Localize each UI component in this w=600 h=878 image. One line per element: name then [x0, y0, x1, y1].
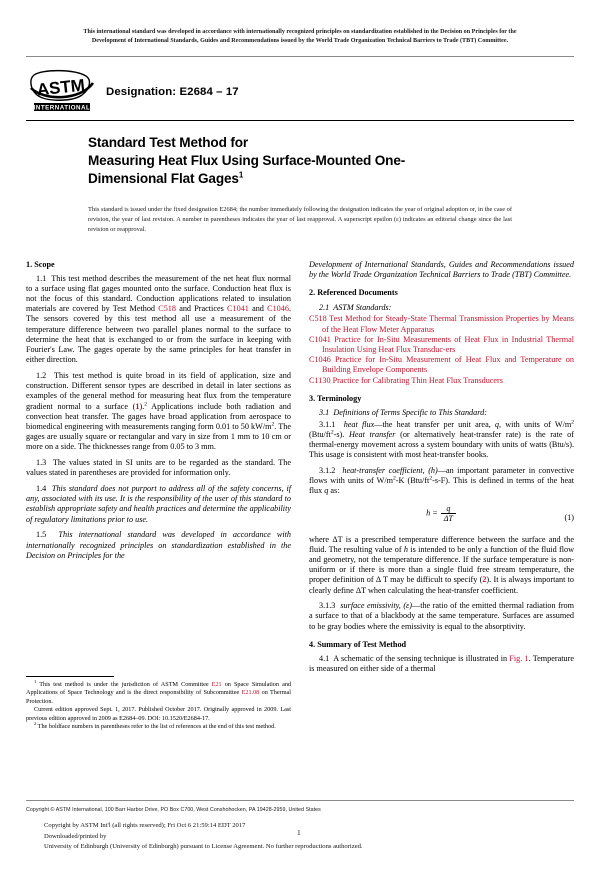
ref-item-c1041[interactable]: C1041 Practice for In-Situ Measurements of Heat Flux in Industrial Thermal Insulation Using Heat Flux Transduc-ers [309, 334, 574, 354]
para-text: . The gages are usually square or rectangular and vary in size from 1 mm to 10 cm or more on a side. The thicknesses range from 0.05 to 3 mm. [26, 422, 291, 452]
section-heading-terminology: 3. Terminology [309, 393, 362, 403]
link-ref-1[interactable]: 1 [135, 401, 140, 411]
para-text: A schematic of the sensing technique is illustrated in [333, 653, 510, 663]
unit-exponent: 2 [429, 475, 433, 482]
para-text: and Practices [175, 304, 228, 314]
para-text: -K (Btu/ft [395, 476, 430, 486]
para-text: and [248, 304, 268, 314]
link-ref-2[interactable]: 2 [482, 575, 487, 585]
tbt-note-line-2: Development of International Standards, Guides and Recommendations issued by the World Trade Organization Technical Barriers to Trade (TBT) Committee. [91, 38, 509, 45]
para-text: as: [328, 486, 340, 496]
stamp-line-2: Downloaded/printed by [44, 832, 107, 840]
footer-divider [26, 800, 574, 801]
para-text: ). It is always important to clearly define ΔT when calculating the heat-transfer coefficient. [309, 575, 574, 595]
body-columns [26, 260, 574, 674]
paragraph-equation-explanation [309, 535, 574, 596]
designation-divider [26, 120, 574, 121]
title-line-2: Measuring Heat Flux Using Surface-Mounted One- [88, 152, 406, 168]
footnote-text: on Thermal Protection. [26, 689, 291, 705]
para-number: 3.1.1 [319, 419, 336, 429]
term-heat-transfer-coefficient: heat-transfer coefficient, (h) [342, 465, 438, 475]
para-number: 1.5 [36, 530, 47, 540]
para-number: 4.1 [319, 653, 330, 663]
para-text: -s). [333, 429, 349, 439]
designation-row [28, 66, 600, 118]
page-title [88, 134, 520, 189]
term-heat-flux: heat flux [343, 419, 375, 429]
subhead-text: Definitions of Terms Specific to This Standard: [333, 408, 487, 418]
download-stamp [44, 821, 544, 853]
para-text: This test method describes the measurement of the net heat flux normal to a surface using flat gages mounted onto the surface. Conduction heat flux is not the focus of this standard. Conduction applications related to insulation materials are covered by Test Method [26, 273, 291, 314]
footnote-text: This test method is under the jurisdiction of ASTM Committee [39, 681, 212, 688]
footnotes [26, 676, 291, 732]
section-heading-summary: 4. Summary of Test Method [309, 639, 407, 649]
title-block [88, 134, 520, 189]
equation-equals: = [432, 507, 438, 517]
issue-note: This standard is issued under the fixed designation E2684; the number immediately following the designation indicates the year of original adoption or, in the case of revision, the year of last revision. A number in parentheses indicates the year of last reapproval. A superscript epsilon (ε) indicates an editorial change since the last revision or reapproval. [88, 206, 512, 233]
footnote-text: on Space Simulation and Applications of Space Technology and is the direct responsibility of Subcommittee [26, 681, 292, 697]
paragraph-1-4 [26, 484, 291, 525]
unit-exponent: 2 [330, 429, 334, 436]
document-page [0, 28, 600, 878]
para-text: —the ratio of the emitted thermal radiation from a surface to that of a blackbody at the same temperature. Surfaces are assumed to be gray bodies where the emissivity is equal to the absorptivity. [309, 601, 575, 631]
section-heading-referenced-documents: 2. Referenced Documents [309, 288, 398, 298]
ref-item-c1046[interactable]: C1046 Practice for In-Situ Measurement of Heat Flux and Temperature on Building Envelope Components [309, 355, 574, 375]
designation-text: Designation: E2684 – 17 [106, 85, 239, 98]
subhead-text: ASTM Standards: [333, 303, 392, 313]
footnote-2 [26, 723, 291, 731]
subheading-astm-standards [309, 303, 574, 313]
title-line-3: Dimensional Flat Gages [88, 170, 239, 186]
paragraph-1-1 [26, 274, 291, 366]
link-c518[interactable]: C518 [158, 304, 176, 314]
stamp-line-1: Copyright by ASTM Int'l (all rights reserved); Fri Oct 6 21:59:14 EDT 2017 [44, 822, 246, 829]
paragraph-3-1-2 [309, 466, 574, 497]
referenced-documents-list [309, 314, 574, 385]
paragraph-1-5 [26, 530, 291, 561]
paragraph-1-2 [26, 371, 291, 453]
title-line-1: Standard Test Method for [88, 134, 249, 150]
tbt-header-note [26, 28, 574, 47]
para-text: Development of International Standards, Guides and Recommendations issued by the World Trade Organization Technical Barriers to Trade (TBT) Committee. [309, 260, 574, 280]
svg-text:ASTM: ASTM [35, 75, 86, 99]
paragraph-4-1 [309, 654, 574, 674]
term-surface-emissivity: surface emissivity, (ε) [340, 601, 412, 611]
para-text: -s-F). This is defined in terms of the heat flux [309, 476, 575, 496]
footnote-marker: 1 [34, 678, 37, 684]
term-heat-transfer: Heat transfer [348, 429, 396, 439]
para-text: —the heat transfer per unit area, [374, 419, 495, 429]
footnote-marker: 2 [34, 721, 37, 727]
footnote-divider [26, 676, 114, 677]
subhead-number: 2.1 [319, 303, 330, 313]
ref-item-c1130[interactable]: C1130 Practice for Calibrating Thin Heat Flux Transducers [309, 375, 503, 385]
para-text: This test method is quite broad in its field of application, size and construction. Different sensor types are described in detail in later sections as examples of the general method for measuring heat flux from the temperature gradient normal to a surface ( [26, 370, 291, 411]
equation-lhs: h [426, 507, 431, 517]
astm-logo [28, 67, 96, 117]
symbol-h: h [403, 544, 408, 554]
link-e21-08[interactable]: E21.08 [241, 689, 260, 697]
para-number: 1.1 [36, 273, 47, 283]
equation-expression [309, 504, 574, 523]
footnote-1 [26, 678, 292, 706]
para-text: Applications include both radiation and convection heat transfer. The gages have broad application from aerospace to biomedical engineering with measurements ranging form 0.01 to 50 kW/m [26, 401, 291, 431]
link-e21[interactable]: E21 [211, 681, 222, 688]
stamp-line-3: University of Edinburgh (University of Edinburgh) pursuant to License Agreement. No further reproductions authorized. [44, 843, 363, 851]
para-text: —an important parameter in convective flows with units of W/m [309, 465, 575, 486]
para-number: 1.4 [36, 484, 47, 494]
unit-exponent: 2 [392, 475, 396, 482]
link-c1041[interactable]: C1041 [227, 304, 249, 314]
subhead-number: 3.1 [319, 408, 330, 418]
para-number: 3.1.2 [319, 465, 336, 475]
symbol-q: q [324, 486, 329, 496]
para-text: where ΔT is a prescribed temperature difference between the surface and the fluid. The resulting value of [309, 534, 574, 554]
unit-exponent: 2 [571, 418, 575, 425]
svg-text:INTERNATIONAL: INTERNATIONAL [33, 104, 91, 112]
equation-denominator: ΔT [441, 513, 456, 523]
paragraph-1-5-continued [309, 260, 574, 280]
paragraph-3-1-1 [309, 420, 574, 461]
unit-exponent: 2 [271, 421, 275, 428]
para-text: (or alternatively heat-transfer rate) is the rate of thermal-energy movement across a system boundary with units of watts (Btu/s). This usage is consistent with most heat-transfer books. [309, 429, 574, 460]
title-footnote-marker: 1 [238, 170, 244, 180]
paragraph-3-1-3 [309, 601, 574, 632]
symbol-q: q [494, 419, 500, 429]
para-text: , with units of W/m [499, 419, 572, 429]
para-number: 3.1.3 [319, 601, 336, 611]
footnote-marker-2: 2 [144, 400, 148, 407]
footnote-edition: Current edition approved Sept. 1, 2017. Published October 2017. Originally approved in 2009. Last previous edition approved in 2009 as E2684–09. DOI: 10.1520/E2684-17. [26, 706, 291, 722]
para-text: (Btu/ft [309, 429, 331, 439]
para-text: is intended to be only a function of the fluid flow and geometry, not the temperature difference. If the surface temperature is non-uniform or if there is more than a single fluid free stream temperature, the proper definition of Δ T may be difficult to specify ( [309, 544, 574, 585]
link-c1046[interactable]: C1046 [267, 304, 289, 314]
section-heading-scope: 1. Scope [26, 260, 55, 269]
para-text: This international standard was developed in accordance with internationally recognized principles on standardization established in the Decision on Principles for the [26, 530, 292, 560]
para-text: This standard does not purport to address all of the safety concerns, if any, associated with its use. It is the responsibility of the user of this standard to establish appropriate safety and health practices and determine the applicability of regulatory limitations prior to use. [26, 484, 292, 524]
para-text: ). [139, 401, 145, 411]
para-text: . The sensors covered by this test method all use a measurement of the temperature difference between two parallel planes normal to the surface to determine the heat that is exchanged to or from the surface in keeping with Fourier's Law. The gages operate by the same principles for heat transfer in either direction. [26, 304, 292, 365]
para-text: The values stated in SI units are to be regarded as the standard. The values stated in parentheses are provided for information only. [26, 458, 291, 478]
page-number: 1 [297, 828, 301, 837]
paragraph-1-3 [26, 458, 291, 478]
right-column [309, 260, 574, 674]
link-figure-1[interactable]: Fig. 1 [509, 653, 529, 663]
para-text: . Temperature is measured on either side of a thermal [309, 653, 574, 673]
equation-numerator: q [446, 503, 451, 513]
equation-number: (1) [564, 512, 574, 522]
equation-fraction [441, 504, 456, 523]
footnote-text: The boldface numbers in parentheses refer to the list of references at the end of this test method. [37, 723, 276, 731]
left-column [26, 260, 291, 674]
equation-1 [309, 504, 574, 530]
subheading-definitions [309, 408, 574, 418]
copyright-notice: Copyright © ASTM International, 100 Barr Harbor Drive, PO Box C700, West Conshohocken, PA 19428-2959, United States [26, 807, 321, 813]
para-number: 1.3 [36, 458, 47, 468]
header-divider [26, 56, 574, 57]
para-number: 1.2 [36, 370, 47, 380]
tbt-note-line-1: This international standard was developed in accordance with internationally recognized principles on standardization established in the Decision on Principles for the [83, 29, 517, 35]
ref-item-c518[interactable]: C518 Test Method for Steady-State Thermal Transmission Properties by Means of the Heat Flow Meter Apparatus [309, 314, 574, 334]
